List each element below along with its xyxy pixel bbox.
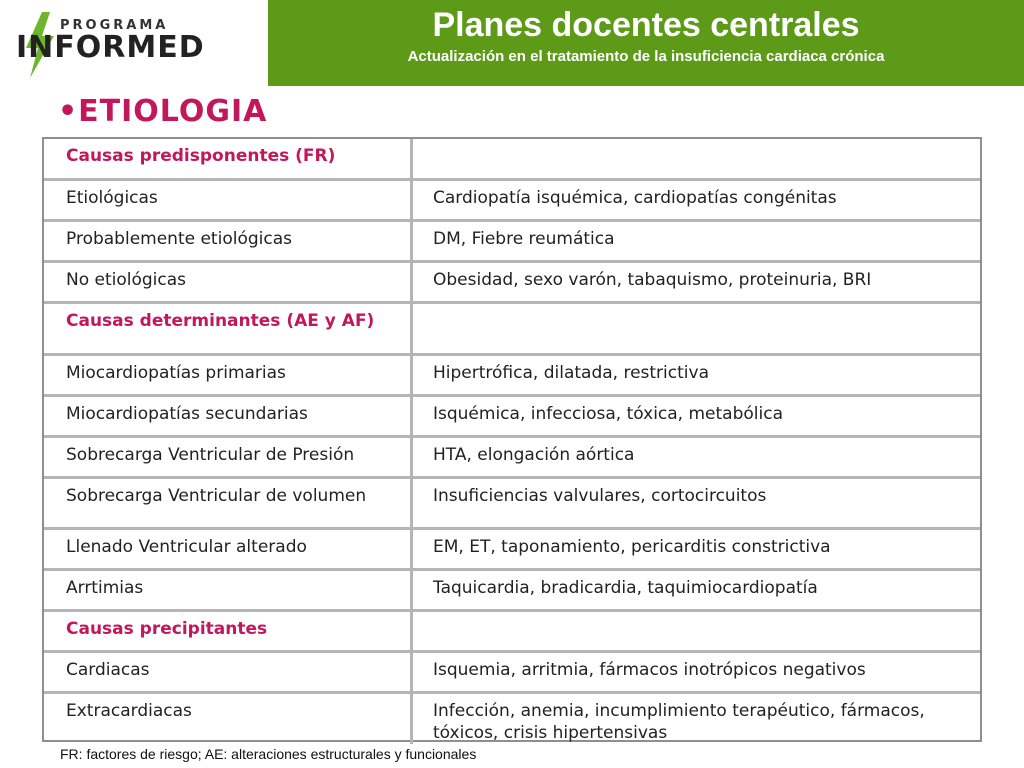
section-heading: •ETIOLOGIA (58, 94, 268, 129)
table-cell-category: Causas precipitantes (44, 612, 413, 650)
table-cell-category: Causas determinantes (AE y AF) (44, 304, 413, 353)
footnote: FR: factores de riesgo; AE: alteraciones estructurales y funcionales (60, 746, 477, 762)
table-cell-category: Llenado Ventricular alterado (44, 530, 413, 568)
table-cell-detail: Isquemia, arritmia, fármacos inotrópicos negativos (433, 660, 866, 680)
table-cell-category: Probablemente etiológicas (44, 222, 413, 260)
table-row (44, 263, 980, 304)
table-cell-detail: Insuficiencias valvulares, cortocircuitos (433, 486, 767, 506)
table-row (44, 181, 980, 222)
table-section-row (44, 612, 980, 653)
table-cell-detail: Isquémica, infecciosa, tóxica, metabólica (433, 404, 783, 424)
table-cell-category: Arrtimias (44, 571, 413, 609)
table-cell-category: Etiológicas (44, 181, 413, 219)
table-row (44, 479, 980, 530)
table-cell-category: Causas predisponentes (FR) (44, 139, 413, 178)
table-row (44, 694, 980, 744)
table-cell-detail (413, 304, 980, 353)
logo-top-text: PROGRAMA (60, 18, 169, 33)
table-cell-detail: Obesidad, sexo varón, tabaquismo, proteinuria, BRI (433, 270, 872, 290)
table-cell-detail: Cardiopatía isquémica, cardiopatías congénitas (433, 188, 837, 208)
table-cell-category: Cardiacas (44, 653, 413, 691)
table-cell-detail (413, 139, 980, 178)
page-subtitle: Actualización en el tratamiento de la insuficiencia cardiaca crónica (407, 48, 885, 65)
table-cell-category: Sobrecarga Ventricular de volumen (44, 479, 413, 527)
page-title: Planes docentes centrales (432, 6, 860, 44)
table-cell-category: Miocardiopatías secundarias (44, 397, 413, 435)
table-cell-detail (413, 612, 980, 650)
table-cell-detail: Infección, anemia, incumplimiento terapéutico, fármacos, tóxicos, crisis hipertensivas (433, 701, 925, 743)
logo-main-text: INFORMED (16, 30, 205, 65)
table-cell-category: Extracardiacas (44, 694, 413, 744)
table-cell-detail: HTA, elongación aórtica (433, 445, 635, 465)
table-row (44, 530, 980, 571)
table-cell-detail: EM, ET, taponamiento, pericarditis constrictiva (433, 537, 831, 557)
table-cell-category: No etiológicas (44, 263, 413, 301)
table-row (44, 653, 980, 694)
logo (0, 0, 268, 86)
table-cell-category: Sobrecarga Ventricular de Presión (44, 438, 413, 476)
table-cell-detail: Hipertrófica, dilatada, restrictiva (433, 363, 709, 383)
table-row (44, 571, 980, 612)
table-cell-detail: Taquicardia, bradicardia, taquimiocardiopatía (433, 578, 818, 598)
table-cell-detail: DM, Fiebre reumática (433, 229, 615, 249)
table-cell-category: Miocardiopatías primarias (44, 356, 413, 394)
etiology-table (42, 137, 982, 742)
table-row (44, 397, 980, 438)
table-row (44, 356, 980, 397)
table-section-row (44, 139, 980, 181)
table-row (44, 438, 980, 479)
table-row (44, 222, 980, 263)
table-section-row (44, 304, 980, 356)
